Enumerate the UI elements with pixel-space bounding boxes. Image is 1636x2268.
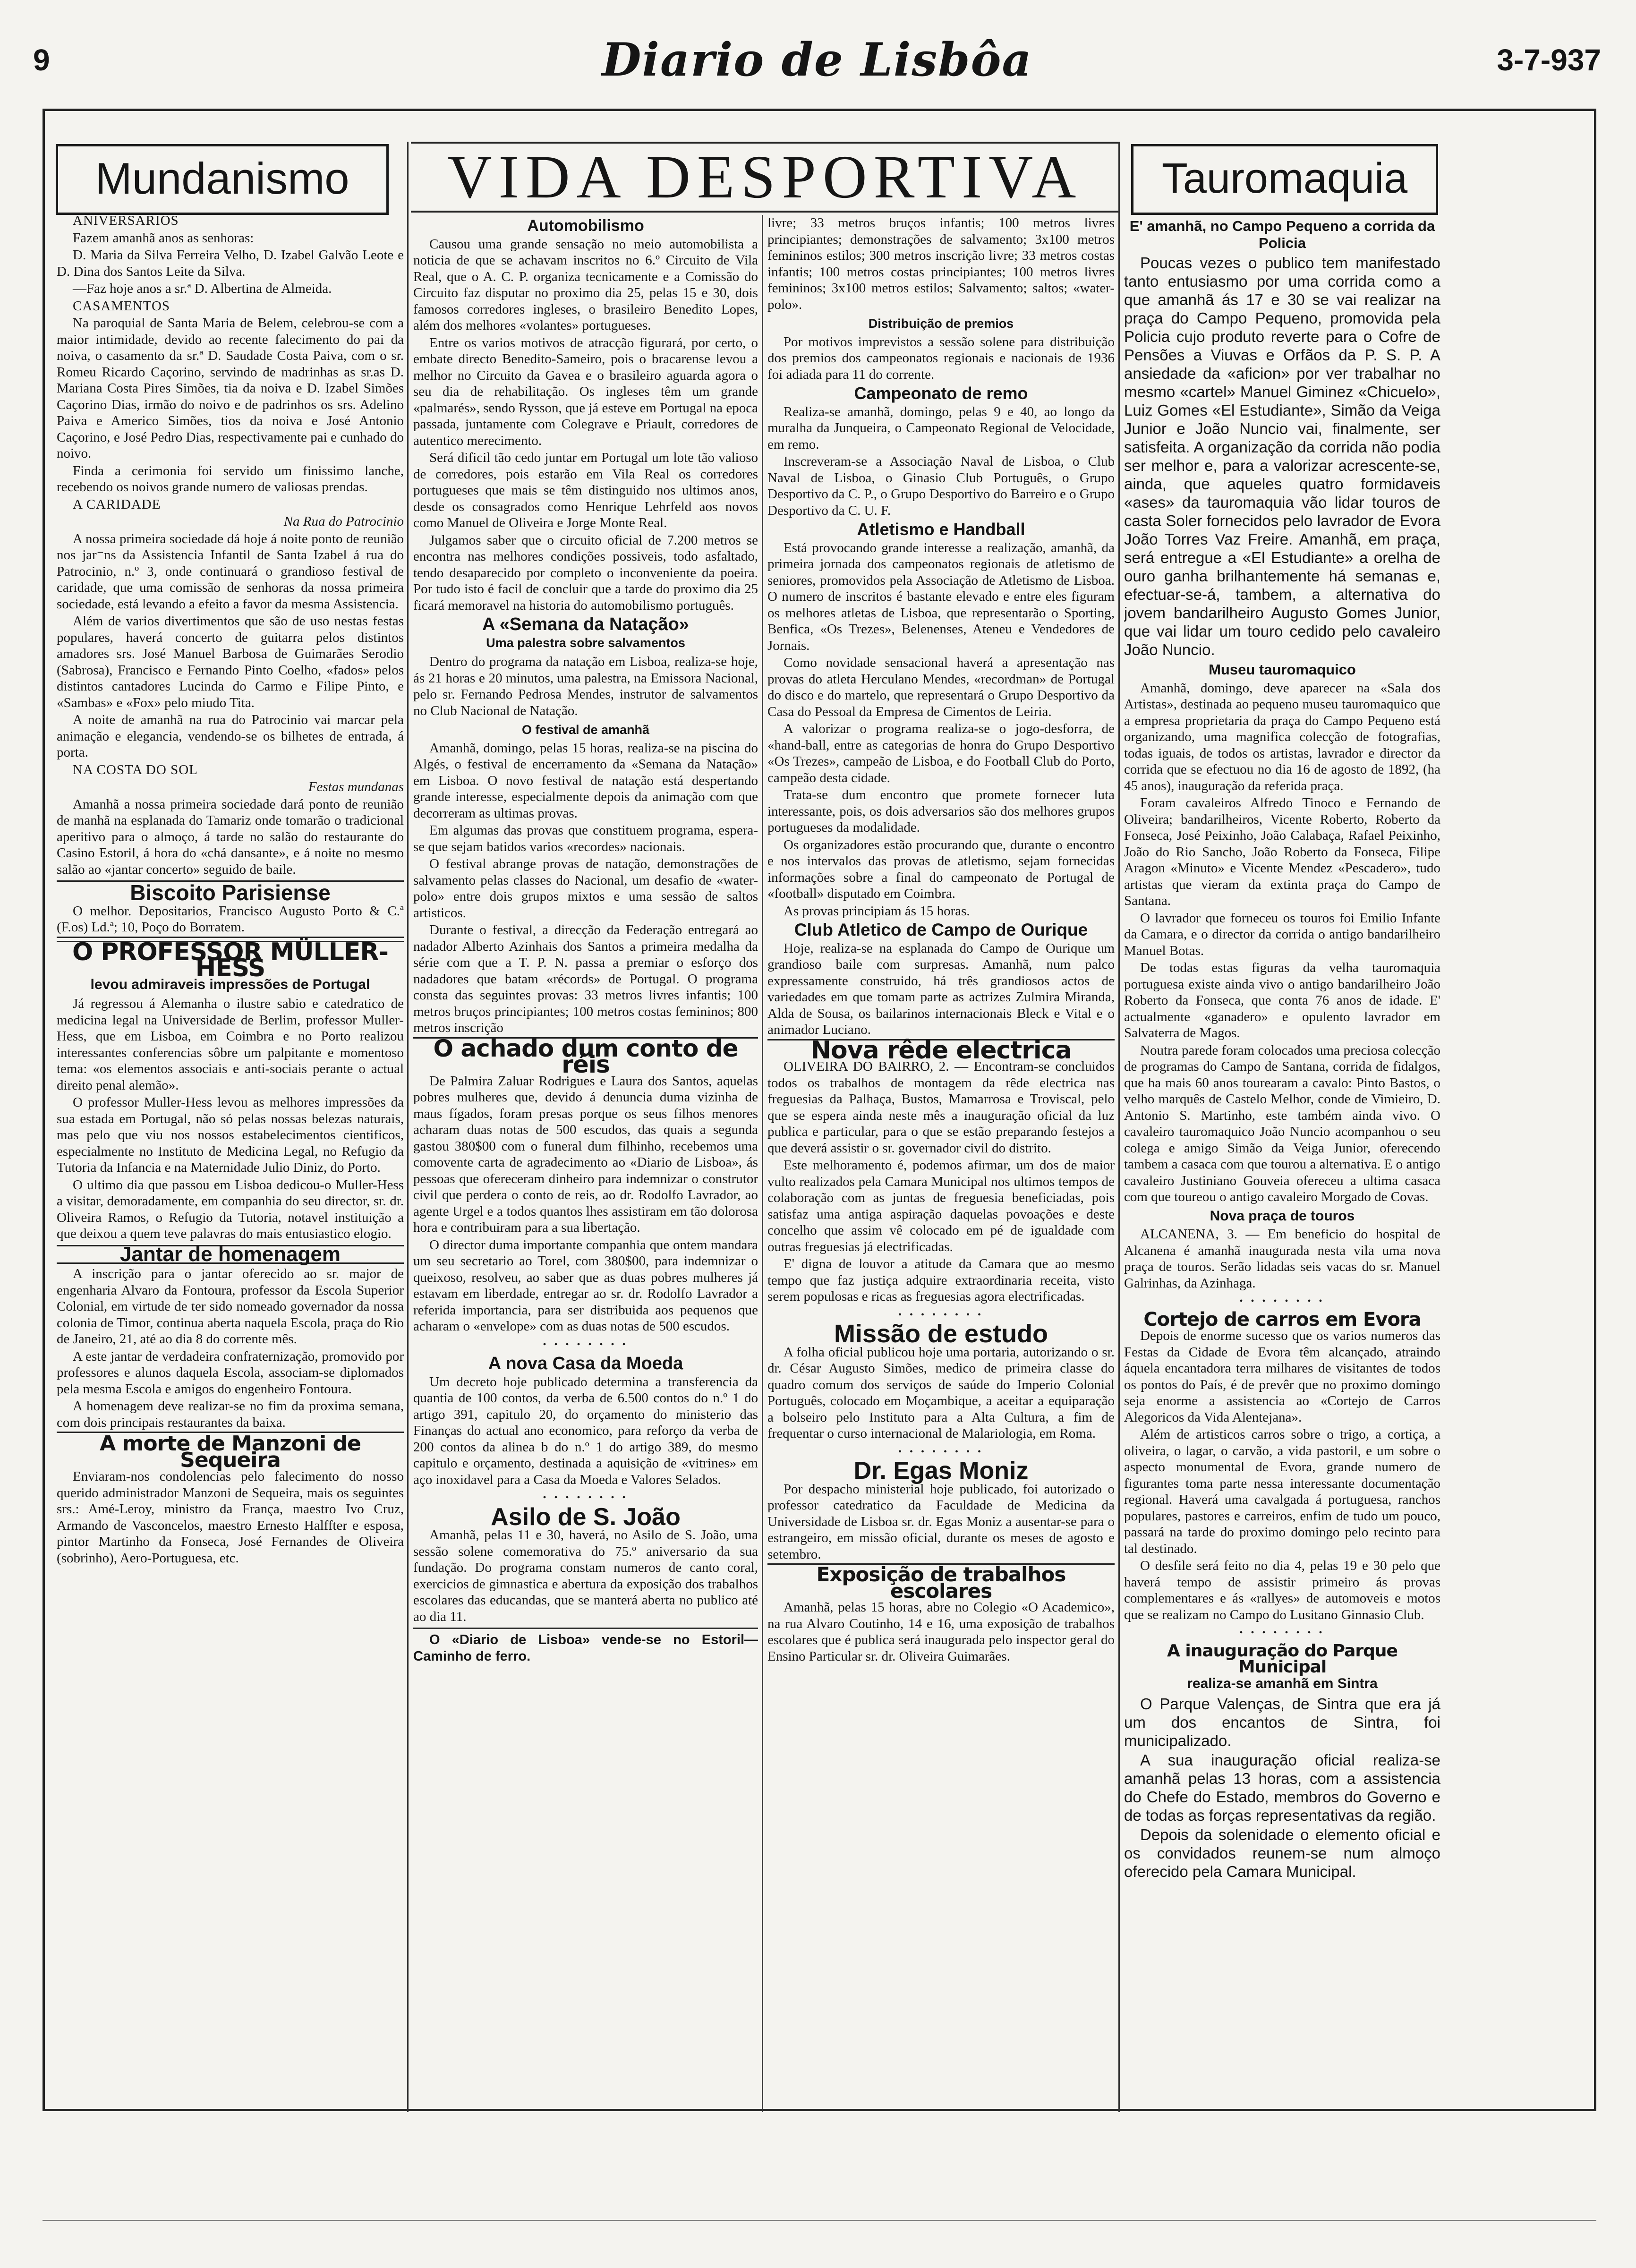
headline: O PROFESSOR MÜLLER-HESS [57, 941, 404, 977]
article-casa-moeda [413, 1356, 758, 1488]
article-nova-praca [1124, 1208, 1440, 1292]
paragraph: A este jantar de verdadeira confraternização, promovido por professores e alunos daquela Escola, associam-se diplomados pela mesma Escola e amigos do engenheiro Fontoura. [57, 1348, 404, 1397]
paragraph: Enviaram-nos condolencias pelo falecimento do nosso querido administrador Manzoni de Sequeira, mais os seguintes srs.: Amé-Leroy, ministro da França, maestro Ivo Cruz, Armando de Vasconcelos, maestro Ernesto Halffter e esposa, pintor Martinho da Fonseca, José Fernandes de Oliveira (sobrinho), Aero-Portuguesa, etc. [57, 1469, 404, 1566]
article-cortejo [1124, 1308, 1440, 1623]
paragraph: Como novidade sensacional haverá a apresentação nas provas do atleta Herculano Mendes, «recordman» de Portugal do disco e do martelo, que representará o Grupo Desportivo da Casa do Pessoal da Empresa de Cimentos de Leiria. [767, 655, 1115, 719]
paragraph: O melhor. Depositarios, Francisco Augusto Porto & C.ª (F.os) Ld.ª; 10, Poço do Borratem. [57, 903, 404, 935]
paragraph: Hoje, realiza-se na esplanada do Campo de Ourique um grandioso baile com surpresas. Amanhã, num palco expressamente construido, há três grandiosos actos de variedades em que tomam parte as actrizes Zulmira Miranda, Alda de Sousa, os bailarinos internacionais Bleck e Vital e o animador Luciano. [767, 940, 1115, 1037]
paragraph: Já regressou á Alemanha o ilustre sabio e catedratico de medicina legal na Universidade de Berlim, professor Muller-Hess, que em Lisboa, em Coimbra e no Porto realizou interessantes conferencias sôbre um palpitante e momentoso tema: «os elementos associais e anti-sociais perante o actual direito penal alemão». [57, 996, 404, 1093]
headline: O achado dum conto de réis [413, 1037, 758, 1073]
headline: Dr. Egas Moniz [853, 1457, 1029, 1484]
paragraph: Depois da solenidade o elemento oficial e os convidados reunem-se num almoço oferecido pela Camara Municipal. [1124, 1826, 1440, 1880]
masthead [28, 19, 1606, 90]
paragraph: O professor Muller-Hess levou as melhores impressões da sua estada em Portugal, não só pelas nossas belezas naturais, mas pelo que viu nos nossos estabelecimentos cientificos, especialmente no Instituto de Medicina Legal, no Refugio da Tutoria da Infancia e na Maternidade Julio Diniz, do Porto. [57, 1095, 404, 1175]
paragraph: A homenagem deve realizar-se no fim da proxima semana, com dois principais restaurantes da baixa. [57, 1398, 404, 1430]
article-ourique [767, 922, 1115, 1038]
paragraph: Depois de enorme sucesso que os varios numeros das Festas da Cidade de Evora têm alcançado, atraindo áquela encantadora terra milhares de visitantes de todos os pontos do País, é de prevêr que no proximo domingo seja enorme a assistencia ao «Cortejo de Carros Alegoricos da Vida Alentejana». [1124, 1328, 1440, 1425]
subheadline: O festival de amanhã [521, 723, 650, 737]
article-manzoni [57, 1432, 404, 1566]
paragraph: Na paroquial de Santa Maria de Belem, celebrou-se com a maior intimidade, devido ao recente falecimento do pai da noiva, o casamento da sr.ª D. Saudade Costa Paiva, com o sr. Romeu Ricardo Caçorino, servindo de madrinhas as sr.as D. Mariana Costa Pires Simões, tia da noiva e D. Izabel Simões Caçorino Dias, irmão do noivo e de padrinhos os srs. Adelino Paiva e Americo Simões, tios da noiva e José Antonio Caçorino, e José Pedro Dias, respectivamente pai e cunhado do noivo. [57, 315, 404, 461]
article-natacao [413, 616, 758, 1036]
headline: Club Atletico de Campo de Ourique [794, 920, 1088, 939]
paragraph: O lavrador que forneceu os touros foi Emilio Infante da Camara, e o director da corrida o antigo bandarilheiro Manuel Botas. [1124, 910, 1440, 958]
paragraph: De Palmira Zaluar Rodrigues e Laura dos Santos, aquelas pobres mulheres que, devido á denuncia duma vizinha de maus fígados, foram presas porque os seus filhos menores acharam duas notas de 500 escudos, das quais a segunda gastou 380$00 com o funeral dum filhinho, recebemos uma comovente carta de agradecimento ao «Diario de Lisboa», ás pessoas que ofereceram dinheiro para indemnizar o construtor civil que perdera o conto de reis, ao dr. Rodolfo Lavrador, ao agente Urgel e a todos quantos lhes assistiram em tão dolorosa hora e contribuiram para a sua libertação. [413, 1073, 758, 1235]
article-automobilismo [413, 218, 758, 614]
paragraph: livre; 33 metros bruços infantis; 100 metros livres principiantes; demonstrações de salvamento; 3x100 metros femininos estilos; 300 metros inscrição livre; 33 metros costas infantis; 100 metros costas principiantes; 100 metros livres femininos; 3x100 metros estilos; Salvamento; saltos; «water-polo». [767, 215, 1115, 312]
headline: A nova Casa da Moeda [488, 1354, 683, 1373]
ornament-divider: • • • • • • • • [543, 1339, 629, 1350]
section-banner-tauromaquia: Tauromaquia [1131, 144, 1438, 215]
article-egas-moniz [767, 1457, 1115, 1562]
ornament-divider: • • • • • • • • [898, 1446, 984, 1457]
dateline: Na Rua do Patrocinio [283, 514, 404, 529]
paragraph: Está provocando grande interesse a realização, amanhã, da primeira jornada dos campeonatos regionais de atletismo de seniores, promovidos pela Associação de Atletismo de Lisboa. O numero de inscritos é bastante elevado e entre eles figuram os melhores atletas de Lisboa, que representarão o Sporting, Benfica, «Os Trezes», Belenenses, Ateneu e Vendedores de Jornais. [767, 540, 1115, 653]
article-costa-do-sol [57, 762, 404, 878]
paragraph: Os organizadores estão procurando que, durante o encontro e nos intervalos das provas de atletismo, sejam fornecidas informações sobre a final do campeonato de Portugal de «football» disputado em Coimbra. [767, 837, 1115, 901]
paragraph: De todas estas figuras da velha tauromaquia portuguesa existe ainda vivo o antigo bandarilheiro João Roberto da Fonseca, que conta 76 anos de idade. E' actualmente «ganadero» e opulento lavrador em Salvaterra de Magos. [1124, 960, 1440, 1040]
article-asilo [413, 1503, 758, 1625]
paragraph: Durante o festival, a direcção da Federação entregará ao nadador Alberto Azinhais dos Santos a primeira medalha da série com que a T. P. N. passa a premiar o esforço dos nadadores que batam «récords» de Portugal. O programa consta das seguintes provas: 33 metros livres infantis; 100 metros bruços principiantes; 100 metros costas femininos; 800 metros inscrição [413, 922, 758, 1035]
advert-biscoito [57, 880, 404, 938]
headline: E' amanhã, no Campo Pequeno a corrida da Policia [1129, 218, 1435, 251]
paragraph: A valorizar o programa realiza-se o jogo-desforra, de «hand-ball, entre as categorias de honra do Grupo Desportivo «Os Trezes», campeão de Lisboa, e do Football Club do Porto, campeão desta cidade. [767, 721, 1115, 785]
headline: Cortejo de carros em Evora [1143, 1308, 1421, 1330]
headline: Jantar de homenagem [57, 1245, 404, 1264]
paragraph: Em algumas das provas que constituem programa, espera-se que sejam batidos varios «recordes» nacionais. [413, 823, 758, 854]
paragraph: Amanhã, domingo, pelas 15 horas, realiza-se na piscina do Algés, o festival de encerramento da «Semana da Natação» em Lisboa. O novo festival de natação está despertando grande interesse, especialmente depois da animação com que decorreram as ultimas provas. [413, 740, 758, 821]
ornament-divider: • • • • • • • • [1239, 1296, 1325, 1306]
paragraph: Trata-se dum encontro que promete fornecer luta interessante, pois, os dois adversarios são dos melhores grupos portugueses da modalidade. [767, 787, 1115, 835]
article-missao [767, 1320, 1115, 1442]
column-rule [1118, 142, 1120, 2112]
paragraph: Será dificil tão cedo juntar em Portugal um lote tão valioso de corredores, pois estarão em Vila Real os corredores portugueses que mais se têm distinguido nos ultimos anos, desde os consagrados como Henrique Lehrfeld aos novos como Manuel de Oliveira e Jorge Monte Real. [413, 450, 758, 530]
paragraph: Finda a cerimonia foi servido um finissimo lanche, recebendo os noivos grande numero de valiosas prendas. [57, 463, 404, 495]
column-rule [407, 142, 409, 2112]
headline: Missão de estudo [834, 1320, 1048, 1348]
subheadline: realiza-se amanhã em Sintra [1187, 1675, 1378, 1691]
column-tauromaquia [1124, 215, 1440, 2126]
headline: Distribuição de premios [868, 316, 1014, 331]
headline: Nova praça de touros [1210, 1208, 1355, 1224]
paragraph: Noutra parede foram colocados uma preciosa colecção de programas do Campo de Santana, corrida de fidalgos, que ha mais 60 anos tourearam a cavalo: Pinto Bastos, o velho marquês de Castelo Melhor, conde de Vimieiro, D. Antonio S. Martinho, este também ainda vivo. O cavaleiro tauromaquico João Nuncio acompanhou o seu colega e amigo Simão da Veiga Junior, oferecendo tambem a casaca com que tourou a alternativa. E o antigo cavaleiro Justiniano Gouveia ofereceu a ultima casaca com que toureou o antigo cavaleiro Morgado de Covas. [1124, 1042, 1440, 1204]
paragraph: Um decreto hoje publicado determina a transferencia da quantia de 100 contos, da verba de 6.500 contos do n.º 1 do artigo 391, capitulo 20, do orçamento do ministerio das Finanças do actual ano economico, para reforço da verba de 200 contos da alinea b do n.º 1 do artigo 389, do mesmo capitulo e orçamento, destinada a aquisição de «vitrines» em aço inoxidavel para a Casa da Moeda e Valores Selados. [413, 1374, 758, 1487]
article-atletismo [767, 521, 1115, 919]
headline: Campeonato de remo [854, 384, 1028, 403]
paragraph: Realiza-se amanhã, domingo, pelas 9 e 40, ao longo da muralha da Junqueira, o Campeonato Regional de Velocidade, em remo. [767, 404, 1115, 452]
subheadline: levou admiraveis impressões de Portugal [90, 976, 370, 992]
headline: A inauguração do Parque Municipal [1167, 1641, 1397, 1677]
paragraph: O desfile será feito no dia 4, pelas 19 e 30 pelo que haverá tempo de assistir primeiro ás provas complementares e ás «rallyes» de automoveis e motos que se realizam no Campo do Lusitano Ginnasio Club. [1124, 1558, 1440, 1622]
paragraph: O festival abrange provas de natação, demonstrações de salvamento pelas classes do Nacional, um desafio de «water-polo» entre dois grupos mixtos e uma sessão de saltos artisticos. [413, 856, 758, 921]
advert-title: Biscoito Parisiense [130, 880, 331, 905]
column-desportiva-2 [767, 215, 1115, 2126]
paragraph: Amanhã, pelas 15 horas, abre no Colegio «O Academico», na rua Alvaro Coutinho, 14 e 16, uma exposição de trabalhos escolares que é publica será inaugurada pelo inspector geral do Ensino Particular sr. dr. Oliveira Guimarães. [767, 1600, 1115, 1664]
sales-notice: O «Diario de Lisboa» vende-se no Estoril—Caminho de ferro. [413, 1632, 758, 1664]
headline: A morte de Manzoni de Sequeira [57, 1432, 404, 1468]
divider [413, 1628, 758, 1629]
paragraph: As provas principiam ás 15 horas. [784, 903, 970, 919]
paragraph: A sua inauguração oficial realiza-se amanhã pelas 13 horas, com a assistencia do Chefe do Estado, membros do Governo e de todas as forças representativas da região. [1124, 1751, 1440, 1824]
headline: Museu tauromaquico [1209, 661, 1356, 678]
kicker: A CARIDADE [73, 496, 161, 512]
paragraph: A inscrição para o jantar oferecido ao sr. major de engenharia Alvaro da Fontoura, professor da Escola Superior Colonial, em virtude de ter sido nomeado governador da nossa colonia de Timor, continua aberta naquela Escola, praça do Rio de Janeiro, 21, até ao dia 8 do corrente mês. [57, 1266, 404, 1347]
article-premios [767, 315, 1115, 383]
kicker: CASAMENTOS [73, 298, 170, 314]
kicker: ANIVERSARIOS [73, 213, 179, 228]
headline: Automobilismo [527, 217, 644, 235]
paragraph: D. Maria da Silva Ferreira Velho, D. Izabel Galvão Leote e D. Dina dos Santos Leite da Silva. [57, 247, 404, 279]
paragraph: Julgamos saber que o circuito oficial de 7.200 metros se encontra nas melhores condições possiveis, todo asfaltado, tendo desaparecido por completo o inconveniente da poeira. Por tudo isto é facil de concluir que a tarde do proximo dia 25 ficará memoravel na historia do automobilismo português. [413, 532, 758, 613]
newspaper-name: Diario de Lisbôa [602, 33, 1032, 86]
article-caridade [57, 496, 404, 761]
dateline: Festas mundanas [308, 779, 404, 794]
headline: Nova rêde electrica [767, 1039, 1115, 1059]
article-aniversarios [57, 213, 404, 297]
ornament-divider: • • • • • • • • [1239, 1628, 1325, 1638]
column-mundanismo [57, 142, 404, 2126]
kicker: NA COSTA DO SOL [73, 762, 198, 777]
headline: Atletismo e Handball [857, 520, 1025, 539]
paragraph: Amanhã, pelas 11 e 30, haverá, no Asilo de S. João, uma sessão solene comemorativa do 75.º aniversario da sua fundação. Do programa constam numeros de canto coral, exercicios de gimnastica e abertura da exposição dos trabalhos escolares das educandas, que se manterá aberta no publico até ao dia 11. [413, 1527, 758, 1624]
article-jantar [57, 1242, 404, 1431]
paragraph: Além de varios divertimentos que são de uso nestas festas populares, haverá concerto de guitarra pelos distintos amadores srs. José Manuel Barbosa de Guimarães Serodio (Sabrosa), Francisco e Fernando Pinto Coelho, «fados» pelos distintos cantadores Lucinda do Carmo e Filipe Pinto, e «Sambas» e «Fox» pelo miudo Tita. [57, 614, 404, 710]
paragraph: Por motivos imprevistos a sessão solene para distribuição dos premios dos campeonatos regionais e nacionais de 1936 foi adiada para 11 do corrente. [767, 334, 1115, 382]
article-exposicao [767, 1563, 1115, 1664]
paragraph: Amanhã, domingo, deve aparecer na «Sala dos Artistas», destinada ao pequeno museu tauromaquico que a empresa proprietaria da praça do Campo Pequeno está organizando, uma magnifica colecção de fotografias, todas iguais, de todos os artistas, lavrador e director da corrida que se efectuou no dia 16 de agosto de 1892, (ha 45 anos), inauguração da referida praça. [1124, 680, 1440, 793]
column-rule [762, 215, 763, 2112]
paragraph: O director duma importante companhia que ontem mandara um seu secretario ao Torel, com 380$00, para indemnizar o queixoso, resolveu, ao saber que as duas pobres mulheres já estavam em liberdade, entregar ao sr. dr. Rodolfo Lavrador a referida importancia, para ser distribuida aos pequenos que acharam o «envelope» com as duas notas de 500 escudos. [413, 1237, 758, 1334]
ornament-divider: • • • • • • • • [898, 1309, 984, 1320]
paragraph: Por despacho ministerial hoje publicado, foi autorizado o professor catedratico da Faculdade de Medicina da Universidade de Lisboa sr. dr. Egas Moniz a ausentar-se para o estrangeiro, em missão oficial, durante os meses de agosto e setembro. [767, 1481, 1115, 1562]
article-corrida-policia [1124, 218, 1440, 659]
footer-rule [43, 2220, 1596, 2221]
paragraph: O ultimo dia que passou em Lisboa dedicou-o Muller-Hess a visitar, demoradamente, em companhia do seu director, sr. dr. Oliveira Ramos, o Refugio da Tutoria, notavel instituição a que deixou a quem teve palavras do mais entusiastico elogio. [57, 1177, 404, 1241]
article-museu [1124, 662, 1440, 1205]
paragraph: Dentro do programa da natação em Lisboa, realiza-se hoje, ás 21 horas e 20 minutos, uma palestra, na Emissora Nacional, pelo sr. Fernando Pedrosa Mendes, instrutor de salvamentos no Club Nacional de Natação. [413, 654, 758, 718]
paragraph: Além de artisticos carros sobre o trigo, a cortiça, a oliveira, o lagar, o carvão, a vida pastoril, e um sobre o aspecto monumental de Evora, grande numero de figurantes toma parte nessa interessante documentação regional. Haverá uma cavalgada á portuguesa, ranchos populares, pastores e carreiros, enfim de tudo um pouco, passará na tarde do proximo domingo pelo recinto para tal destinado. [1124, 1427, 1440, 1556]
headline: A «Semana da Natação» [482, 614, 689, 634]
article-achado [413, 1034, 758, 1335]
headline: Exposição de trabalhos escolares [767, 1563, 1115, 1599]
section-banner-vida-desportiva: VIDA DESPORTIVA [411, 142, 1119, 213]
paragraph: OLIVEIRA DO BAIRRO, 2. — Encontram-se concluidos todos os trabalhos de montagem da rêde electrica nas freguesias da Palhaça, Bustos, Mamarrosa e Troviscal, pelo que se espera ainda neste mês a inauguração oficial da luz publica e particular, para o que se estão preparando festejos a que deverá assistir o sr. governador civil do distrito. [767, 1059, 1115, 1156]
issue-date: 3-7-937 [1497, 43, 1601, 77]
paragraph: A nossa primeira sociedade dá hoje á noite ponto de reunião nos jar⁻ns da Assistencia Infantil de Santa Izabel á rua do Patrocinio, n.º 3, onde continuará o grandioso festival de caridade, que uma comissão de senhoras da nossa primeira sociedade, está levando a efeito a favor da mesma Assistencia. [57, 531, 404, 612]
headline: Asilo de S. João [491, 1503, 681, 1531]
article-rede-electrica [767, 1036, 1115, 1305]
paragraph: A folha oficial publicou hoje uma portaria, autorizando o sr. dr. César Augusto Simões, medico de primeira classe do quadro comum dos serviços de saúde do Imperio Colonial Português, colocado em Moçambique, a aceitar a equiparação a bolseiro pelo Instituto para a Alta Cultura, a fim de frequentar o curso internacional de Malariologia, em Roma. [767, 1344, 1115, 1441]
article-parque-sintra [1124, 1643, 1440, 1881]
page-number: 9 [33, 43, 50, 77]
paragraph: ALCANENA, 3. — Em beneficio do hospital de Alcanena é amanhã inaugurada nesta vila uma nova praça de touros. Serão lidadas seis vacas do sr. Manuel Galrinhas, da Azinhaga. [1124, 1227, 1440, 1291]
paragraph: Poucas vezes o publico tem manifestado tanto entusiasmo por uma corrida como a que amanhã ás 17 e 30 se vai realizar na praça do Campo Pequeno, promovida pela Policia cujo produto reverte para o Cofre de Pensões a Viuvas e Orfãos da P. S. P. A ansiedade da «aficion» por ver trabalhar no mesmo «cartel» Manuel Giminez «Chicuelo», Luiz Gomes «El Estudiante», Simão da Veiga Junior e João Nuncio vai, finalmente, ser satisfeita. A organização da corrida não podia ser melhor e, para a valorizar acrescente-se, ainda, que aqueles quatro formidaveis «ases» da tauromaquia vão lidar touros de casta Soler fornecidos pelo lavrador de Evora João Torres Vaz Freire. Amanhã, em praça, será entregue a «El Estudiante» a orelha de ouro ganha brilhantemente há semanas e, efectuar-se-á, tambem, a alternativa do jovem bandarilheiro Augusto Gomes Junior, que vai lidar um touro cedido pelo cavaleiro João Nuncio. [1124, 254, 1440, 658]
section-banner-mundanismo: Mundanismo [56, 144, 389, 215]
paragraph: A noite de amanhã na rua do Patrocinio vai marcar pela animação e elegancia, vendendo-se os bilhetes de entrada, á porta. [57, 712, 404, 760]
paragraph: Foram cavaleiros Alfredo Tinoco e Fernando de Oliveira; bandarilheiros, Vicente Roberto, Roberto da Fonseca, José Peixinho, João Calabaça, Rafael Peixinho, João do Rio Sancho, João Roberto da Fonseca, Filipe Aragon «Minuto» e Vicente Mendez «Pescadero», tudo artistas que vieram da extinta praça do Campo de Santana. [1124, 795, 1440, 908]
paragraph: Inscreveram-se a Associação Naval de Lisboa, o Club Naval de Lisboa, o Ginasio Club Português, o Grupo Desportivo da C. P., o Grupo Desportivo do Barreiro e o Grupo Desportivo da C. U. F. [767, 454, 1115, 518]
paragraph: —Faz hoje anos a sr.ª D. Albertina de Almeida. [73, 281, 332, 296]
article-muller-hess [57, 938, 404, 1242]
ornament-divider: • • • • • • • • [543, 1492, 629, 1503]
paragraph: E' digna de louvor a atitude da Camara que ao mesmo tempo que faz justiça adquire extraordinaria receita, visto serem populosas e ricas as freguesias agora electrificadas. [767, 1256, 1115, 1304]
paragraph: Este melhoramento é, podemos afirmar, um dos de maior vulto realizados pela Camara Municipal nos ultimos tempos de colaboração com as juntas de freguesia beneficiadas, pois satisfaz uma antiga aspiração daquelas povoações e deste concelho que assim vê colocado em pé de igualdade com outras freguesias já electrificadas. [767, 1158, 1115, 1254]
article-remo [767, 385, 1115, 519]
paragraph: Amanhã a nossa primeira sociedade dará ponto de reunião de manhã na esplanada do Tamariz onde tomarão o tradicional aperitivo para o almoço, á tarde no salão do restaurante do Casino Estoril, á hora do «chá dansante», e á noite no mesmo salão ao «jantar concerto» seguido de baile. [57, 796, 404, 877]
paragraph: O Parque Valenças, de Sintra que era já um dos encantos de Sintra, foi municipalizado. [1124, 1695, 1440, 1749]
column-desportiva-1 [413, 215, 758, 2126]
subheadline: Uma palestra sobre salvamentos [486, 635, 685, 650]
paragraph: Causou uma grande sensação no meio automobilista a noticia de que se achavam inscritos no 6.º Circuito de Vila Real, que o A. C. P. organiza tecnicamente e a Comissão do Circuito faz disputar no proximo dia 25, pelas 15 e 30, dois famosos corredores ingleses, o brasileiro Benedito Lopes, além dos melhores «volantes» portugueses. [413, 236, 758, 333]
paragraph: Entre os varios motivos de atracção figurará, por certo, o embate directo Benedito-Sameiro, pois o bracarense levou a melhor no Circuito da Gavea e o brasileiro aguarda agora o seu dia de rehabilitação. Os ingleses têm um grande «palmarés», sendo Rysson, que já esteve em Portugal na epoca passada, juntamente com Colegrave e Priault, corredores de autentico merecimento. [413, 335, 758, 448]
article-casamentos [57, 298, 404, 495]
paragraph: Fazem amanhã anos as senhoras: [73, 230, 254, 246]
